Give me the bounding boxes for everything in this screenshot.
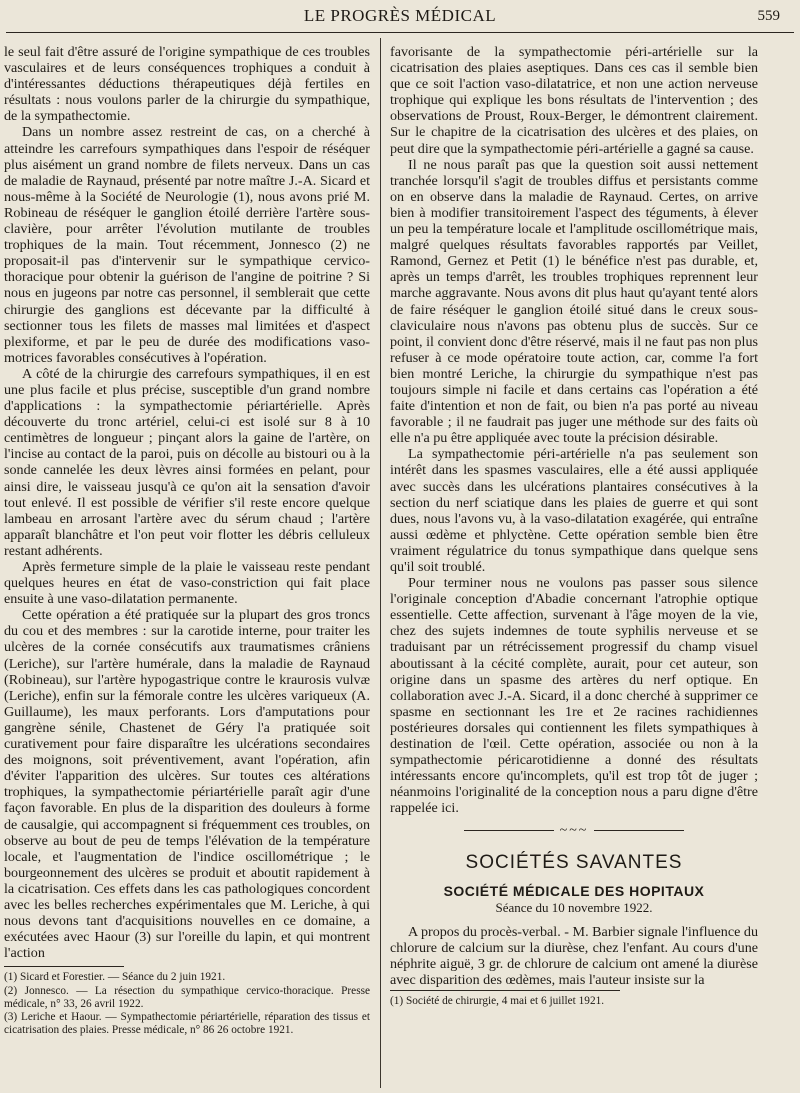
paragraph: A côté de la chirurgie des carrefours sympathiques, il en est une plus facile et plus précise, susceptible d'un grand nombre d'applications : la sympathectomie périartérielle. Après découverte du tronc artériel, celui-ci est isolé sur 8 à 10 centimètres de longueur ; pinçant alors la gaine de l'artère, on l'incise au contact de la paroi, puis on décolle au bistouri ou à la sonde cannelée les deux lèvres ainsi formées en pelant, pour ainsi dire, le vaisseau jusqu'à ce qu'on ait la sensation d'avoir tout enlevé. Il est possible de vérifier s'il reste encore quelque lambeau en arrosant l'artère avec du sérum chaud ; l'artère apparaît blanchâtre et l'on peut voir flotter les débris celluleux restant adhérents. — [4, 365, 370, 559]
header-rule — [6, 32, 794, 33]
footnote: (3) Leriche et Haour. — Sympathectomie périartérielle, réparation des tissus et cicatrisation des plaies. Presse médicale, n° 86 26 octobre 1921. — [4, 1011, 370, 1036]
journal-title: LE PROGRÈS MÉDICAL — [303, 6, 497, 25]
section-title: SOCIÉTÉS SAVANTES — [465, 851, 683, 873]
page-header — [0, 0, 800, 40]
footnote: (1) Sicard et Forestier. — Séance du 2 juin 1921. — [4, 971, 226, 984]
section-ornament: ~~~ — [390, 823, 758, 839]
paragraph: Après fermeture simple de la plaie le vaisseau reste pendant quelques heures en état de vaso-constriction qui fait place ensuite à une vaso-dilatation permanente. — [4, 559, 370, 608]
subsection-title: SOCIÉTÉ MÉDICALE DES HOPITAUX — [443, 882, 705, 899]
session-paragraph: A propos du procès-verbal. - M. Barbier signale l'influence du chlorure de calcium sur la diurèse, chez l'enfant. Au cours d'une néphrite aiguë, 3 gr. de chlorure de calcium ont amené la diurèse avec disparition des œdèmes, mais l'auteur insiste sur la — [390, 923, 758, 989]
paragraph: Pour terminer nous ne voulons pas passer sous silence l'originale conception d'Abadie concernant l'atrophie optique essentielle. Cette affection, survenant à l'âge moyen de la vie, chez des sujets indemnes de toute syphilis nerveuse et se traduisant par un rétrécissement progressif du champ visuel aboutissant à la cécité complète, aurait, pour cet auteur, son origine dans un spasme des artères du nerf optique. En collaboration avec J.-A. Sicard, il a donc cherché à supprimer ce spasme en sectionnant les 1re et 2e racines rachidiennes postérieures dorsales qui contiennent les filets sympathiques à destination de l'œil. Cette opération, associée ou non à la sympathectomie péricarotidienne a donné des résultats intéressants encore qu'incomplets, qu'il est trop tôt de juger ; néanmoins l'originalité de la conception nous a paru digne d'être rappelée ici. — [390, 575, 758, 817]
paragraph: favorisante de la sympathectomie péri-artérielle sur la cicatrisation des plaies aseptiques. Dans ces cas il semble bien que ce soit l'action vaso-dilatatrice, et non une action nerveuse trophique qui explique les bons résultats de l'intervention ; des observations de Proust, Roux-Berger, le démontrent clairement. Sur le chapitre de la cicatrisation des ulcères et des plaies, on peut dire que la sympathectomie péri-artérielle a gagné sa cause. — [390, 44, 758, 157]
footnote: (2) Jonnesco. — La résection du sympathique cervico-thoracique. Presse médicale, n° 33, 26 avril 1922. — [4, 984, 370, 1010]
page-number: 559 — [757, 8, 780, 24]
column-divider — [380, 38, 381, 1088]
session-date: Séance du 10 novembre 1922. — [495, 899, 653, 915]
paragraph: La sympathectomie péri-artérielle n'a pas seulement son intérêt dans les spasmes vasculaires, elle a été aussi appliquée avec succès dans les ulcérations plantaires consécutives à la section du nerf sciatique dans les plaies de guerre et qui sont dues, nous l'avons vu, à la vaso-dilatation exagérée, qui entraîne aussi œdème et phlyctène. Cette opération semble bien être vraiment régulatrice du tonus sympathique dans quelque sens qu'il soit troublé. — [390, 446, 758, 575]
left-column — [4, 44, 370, 1037]
right-column — [390, 44, 758, 1009]
paragraph: Cette opération a été pratiquée sur la plupart des gros troncs du cou et des membres : sur la carotide interne, pour traiter les ulcères de la cornée consécutifs aux traumatismes crâniens (Leriche), sur l'artère humérale, dans la maladie de Raynaud (Robineau), sur l'artère hypogastrique contre le kraurosis vulvæ (Leriche), enfin sur la fémorale contre les ulcères variqueux (A. Guillaume), les maux perforants. Lors d'amputations pour gangrène sénile, Chastenet de Géry l'a pratiquée soit curativement pour faire disparaître les ulcérations secondaires des moignons, soit préventivement, avant l'opération, afin d'éviter l'apparition des ulcères. Sur toutes ces altérations trophiques, la sympathectomie périartérielle paraît agir d'une façon favorable. En plus de la disparition des douleurs à forme de causalgie, qui accompagnent si fréquemment ces troubles, on observe au bout de peu de temps l'élévation de la température locale, et l'augmentation de l'indice oscillométrique ; le bourgeonnement des ulcères se produit et aboutit rapidement à la cicatrisation. Ces effets dans les cas pathologiques concordent avec les belles recherches expérimentales que M. Leriche, à qui nous devons tant d'acquisitions nouvelles en ce domaine, a exécutées avec Haour (3) sur l'oreille du lapin, et qui montrent l'action — [4, 607, 370, 962]
paragraph: le seul fait d'être assuré de l'origine sympathique de ces troubles vasculaires et de leurs conséquences trophiques a conduit à d'intéressantes déductions thérapeutiques déjà fertiles en résultats : nous voulons parler de la chirurgie du sympathique, de la sympathectomie. — [4, 44, 370, 125]
footnote: (1) Société de chirurgie, 4 mai et 6 juillet 1921. — [390, 995, 605, 1008]
paragraph: Dans un nombre assez restreint de cas, on a cherché à atteindre les carrefours sympathiques dans l'espoir de réséquer plus aisément un grand nombre de filets nerveux. Dans un cas de maladie de Raynaud, présenté par notre maître J.-A. Sicard et nous-même à la Société de Neurologie (1), nous avons prié M. Robineau de réséquer le ganglion étoilé derrière l'artère sous-clavière, pour arrêter l'évolution mutilante de troubles trophiques de la main. Tout récemment, Jonnesco (2) ne proposait-il pas d'intervenir sur le sympathique cervico-thoracique pour obtenir la guérison de l'angine de poitrine ? Si nous en jugeons par notre cas personnel, il semblerait que cette chirurgie des ganglions est décevante par la difficulté à sectionner tous les filets de masses mal limitées et d'aspect plexiforme, et par le peu de durée des modifications vaso-motrices favorables consécutives à l'opération. — [4, 124, 370, 366]
paragraph: Il ne nous paraît pas que la question soit aussi nettement tranchée lorsqu'il s'agit de troubles diffus et persistants comme on en observe dans la maladie de Raynaud. Certes, on arrive bien à modifier transitoirement l'aspect des téguments, à élever un peu la température locale et l'amplitude oscillométrique mais, malgré quelques résultats favorables rapportés par Veillet, Ramond, Gernez et Petit (1) le bénéfice n'est pas durable, et, après un temps d'arrêt, les troubles trophiques reprennent leur marche aggravante. Nous avons dit plus haut qu'ayant tenté alors de faire réséquer le ganglion étoilé situé dans le creux sous-claviculaire nous n'avons pas obtenu plus de succès. Sur ce point, il convient donc d'être réservé, mais il ne faut pas non plus refuser à ce mode opératoire toute action, car, comme l'a fort bien montré Leriche, la chirurgie du sympathique n'est pas toujours simple ni facile et dans certains cas l'opération a été faite d'intention et non de fait, ou bien n'a pas porté au niveau favorable ; il ne faudrait pas juger une méthode sur des faits où elle n'a pu être appliquée avec toute la précision désirable. — [390, 156, 758, 447]
footnote-rule — [4, 966, 124, 967]
footnote-rule — [390, 990, 620, 991]
